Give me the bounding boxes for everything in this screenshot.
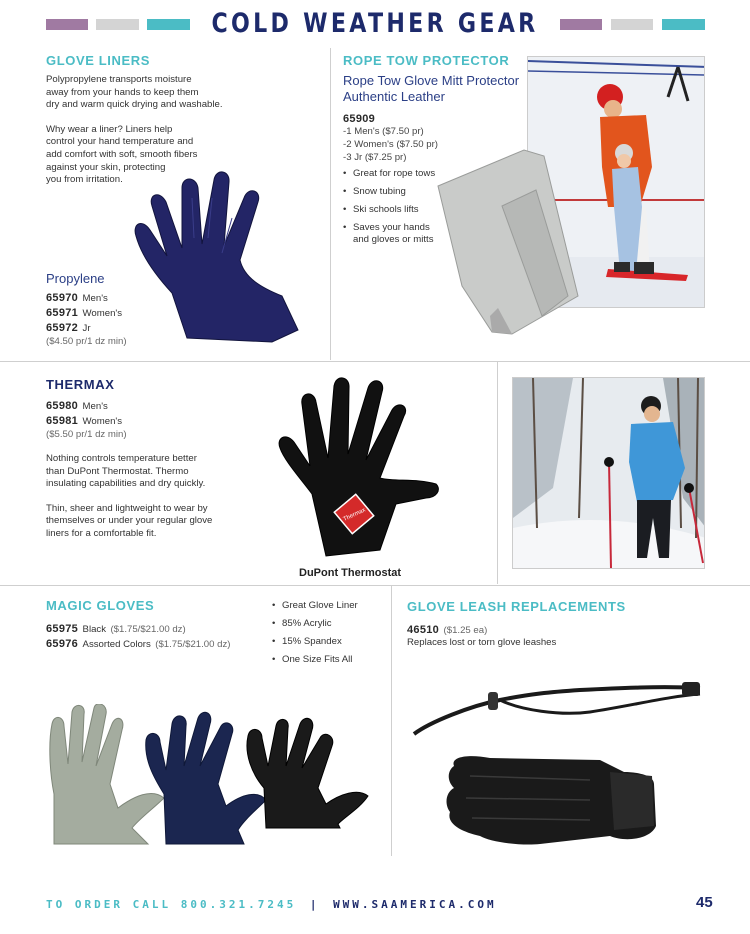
text-line: against your skin, protecting — [46, 161, 166, 173]
bullet-item: • 15% Spandex — [272, 636, 382, 648]
divider-vertical-bottom — [391, 586, 392, 856]
rope-tow-heading: ROPE TOW PROTECTOR — [343, 53, 510, 68]
text-line: dry and warm quick drying and washable. — [46, 99, 223, 111]
item-label: Jr — [82, 323, 91, 334]
page-number: 45 — [696, 894, 713, 911]
text-line: liners for a comfortable fit. — [46, 527, 157, 539]
thermax-tag-text: Thermax — [342, 507, 367, 523]
thermax-heading: THERMAX — [46, 377, 115, 392]
propylene-subheading: Propylene — [46, 271, 105, 286]
bullet-item: • Great Glove Liner — [272, 600, 382, 612]
item-code: 65976 — [46, 638, 79, 650]
winter-hiker-photo — [512, 377, 705, 569]
text-line: you from irritation. — [46, 174, 123, 186]
text-line: add comfort with soft, smooth fibers — [46, 148, 198, 160]
item-code: 65981 — [46, 415, 79, 427]
item-row — [46, 636, 266, 651]
glove-leash-section — [407, 599, 707, 650]
rope-tow-subtitle-1: Rope Tow Glove Mitt Protector — [343, 73, 520, 88]
page-title: COLD WEATHER GEAR — [211, 8, 539, 39]
bullet-item: • Ski schools lifts — [343, 204, 453, 216]
item-price: ($4.50 pr/1 dz min) — [46, 336, 127, 347]
text-line: Thin, sheer and lightweight to wear by — [46, 502, 208, 514]
divider-horizontal-1 — [0, 361, 750, 362]
header-bar-gray-right — [611, 19, 653, 30]
item-label: Black — [82, 624, 107, 635]
item-price: ($1.75/$21.00 dz) — [155, 639, 231, 650]
divider-horizontal-2 — [0, 585, 750, 586]
item-code: 65972 — [46, 322, 79, 334]
item-label: Men's — [82, 293, 108, 304]
item-label: Women's — [82, 308, 123, 319]
item-code: 65975 — [46, 623, 79, 635]
rope-tow-variant: -1 Men's ($7.50 pr) — [343, 126, 424, 137]
navy-liner-glove-image — [132, 158, 304, 344]
glove-leash-heading: GLOVE LEASH REPLACEMENTS — [407, 599, 626, 614]
magic-gloves-image — [48, 704, 376, 854]
rope-tow-subtitle-2: Authentic Leather — [343, 89, 445, 104]
text-line: Polypropylene transports moisture — [46, 74, 192, 85]
rope-tow-variant: -2 Women's ($7.50 pr) — [343, 139, 438, 150]
bullet-item: • One Size Fits All — [272, 654, 382, 666]
divider-vertical-middle — [497, 362, 498, 584]
glove-liners-items — [46, 290, 127, 348]
bullet-text: and gloves or mitts — [353, 234, 434, 245]
item-row — [46, 320, 127, 335]
footer-separator: | — [309, 898, 320, 911]
item-code: 46510 — [407, 624, 440, 636]
item-code: 65970 — [46, 292, 79, 304]
rope-tow-variant: -3 Jr ($7.25 pr) — [343, 152, 407, 163]
bullet-item: • Great for rope tows — [343, 168, 453, 180]
item-row — [46, 290, 127, 305]
bullet-item: • 85% Acrylic — [272, 618, 382, 630]
thermax-glove-image — [276, 374, 442, 558]
item-label: Women's — [82, 416, 123, 427]
glove-leash-desc: Replaces lost or torn glove leashes — [407, 637, 557, 648]
item-row — [46, 413, 246, 428]
glove-leash-image — [410, 676, 705, 854]
glove-liners-desc-1 — [46, 74, 316, 112]
rope-tow-protector-image — [432, 146, 582, 338]
footer — [46, 898, 497, 911]
thermax-items — [46, 398, 246, 441]
text-line: away from your hands to keep them — [46, 86, 199, 98]
text-line: themselves or under your regular glove — [46, 515, 213, 527]
text-line: control your hand temperature and — [46, 136, 194, 148]
item-row — [46, 305, 127, 320]
magic-gloves-items — [46, 621, 266, 651]
item-code: 65980 — [46, 400, 79, 412]
thermax-section — [46, 377, 246, 541]
header-bar-teal-right — [662, 19, 705, 30]
bullet-text: Saves your hands — [353, 222, 430, 233]
text-line: insulating capabilities and dry quickly. — [46, 478, 206, 490]
text-line: Nothing controls temperature better — [46, 453, 197, 464]
rope-tow-code: 65909 — [343, 113, 376, 125]
item-price: ($1.75/$21.00 dz) — [110, 624, 186, 635]
header-bar-purple-right — [560, 19, 602, 30]
thermax-desc-1 — [46, 453, 246, 491]
text-line: Why wear a liner? Liners help — [46, 123, 173, 135]
magic-gloves-section — [46, 598, 266, 651]
magic-gloves-heading: MAGIC GLOVES — [46, 598, 155, 613]
glove-leash-item — [407, 622, 707, 637]
thermax-desc-2 — [46, 503, 246, 541]
text-line: than DuPont Thermostat. Thermo — [46, 465, 189, 477]
divider-vertical-top — [330, 48, 331, 360]
magic-gloves-bullets — [272, 600, 382, 672]
order-phone: TO ORDER CALL 800.321.7245 — [46, 898, 297, 911]
item-price: ($5.50 pr/1 dz min) — [46, 429, 127, 440]
bullet-item: • Snow tubing — [343, 186, 453, 198]
thermax-caption: DuPont Thermostat — [299, 567, 402, 579]
item-row — [46, 398, 246, 413]
glove-liners-heading: GLOVE LINERS — [46, 53, 150, 68]
item-code: 65971 — [46, 307, 79, 319]
website-link[interactable]: WWW.SAAMERICA.COM — [333, 898, 497, 911]
item-label: Men's — [82, 401, 108, 412]
item-label: Assorted Colors — [82, 639, 151, 650]
item-price: ($1.25 ea) — [443, 625, 488, 636]
